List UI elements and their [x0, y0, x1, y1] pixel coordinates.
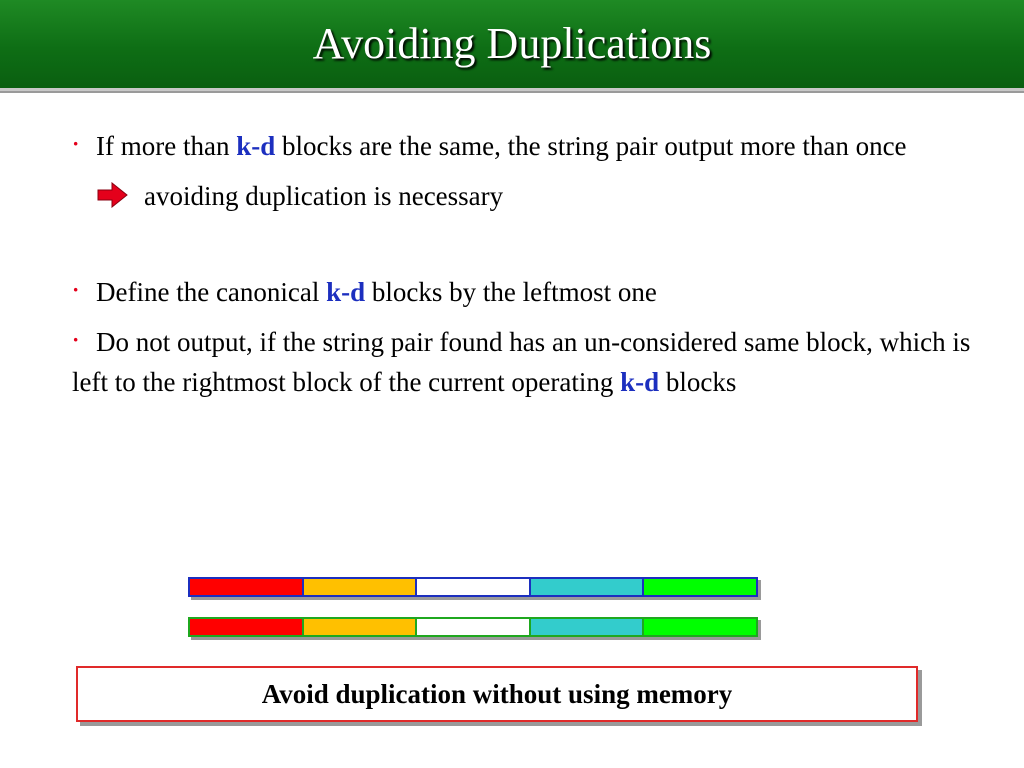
block-row-1: [188, 577, 758, 597]
sub-point: [72, 176, 972, 216]
bullet-1-keyword: k-d: [236, 131, 276, 161]
sub-point-text: avoiding duplication is necessary: [144, 181, 504, 211]
block: [190, 579, 304, 595]
bullet-1: [72, 126, 972, 166]
bullet-2-keyword: k-d: [326, 277, 366, 307]
bullet-icon: ·: [72, 131, 80, 156]
caption-box: [76, 666, 918, 722]
title-bar: [0, 0, 1024, 91]
bullet-3-post: blocks: [659, 367, 737, 397]
bullet-1-pre: If more than: [96, 131, 237, 161]
bullet-1-post: blocks are the same, the string pair output more than once: [275, 131, 907, 161]
block: [417, 619, 531, 635]
bullet-3: [72, 322, 972, 402]
bullet-icon: ·: [72, 277, 80, 302]
bullet-2-post: blocks by the leftmost one: [365, 277, 657, 307]
bullet-3-pre: Do not output, if the string pair found has an un-considered same block, which is left to the rightmost block of the current operating: [72, 327, 971, 397]
block: [531, 619, 645, 635]
bullet-3-keyword: k-d: [620, 367, 660, 397]
block-row-2: [188, 617, 758, 637]
bullet-icon: ·: [72, 327, 80, 352]
caption-text: Avoid duplication without using memory: [261, 679, 733, 709]
right-arrow-icon: [96, 182, 128, 208]
slide-title: Avoiding Duplications: [312, 19, 712, 68]
block: [304, 619, 418, 635]
block: [417, 579, 531, 595]
block: [190, 619, 304, 635]
bullet-2-pre: Define the canonical: [96, 277, 327, 307]
block: [304, 579, 418, 595]
slide-content: [72, 126, 972, 402]
block: [644, 579, 756, 595]
bullet-2: [72, 272, 972, 312]
block: [531, 579, 645, 595]
block: [644, 619, 756, 635]
